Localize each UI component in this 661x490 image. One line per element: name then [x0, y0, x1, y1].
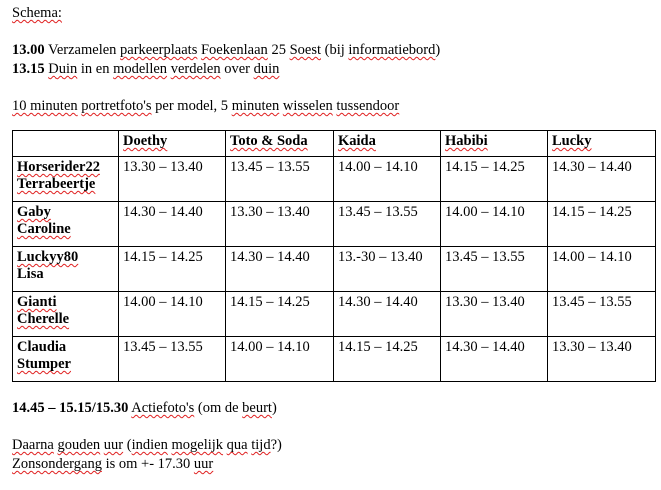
participant-name: Gianti	[17, 294, 57, 310]
gather-time: 13.00	[12, 42, 45, 58]
info-word: wisselen	[282, 98, 333, 114]
slot-cell: 14.30 – 14.40	[226, 247, 334, 292]
gather-text: )	[435, 42, 441, 58]
slot-cell: 14.30 – 14.40	[334, 292, 441, 337]
info-word: 10 minuten	[12, 98, 78, 114]
slot-cell: 14.15 – 14.25	[226, 292, 334, 337]
slot-cell: 14.00 – 14.10	[441, 202, 548, 247]
table-row	[13, 292, 656, 337]
header-cell	[441, 131, 548, 157]
participant-name: Horserider22	[17, 159, 100, 175]
dunes-word: duin	[253, 61, 280, 77]
info-text: per model, 5	[151, 98, 232, 114]
table-row	[13, 337, 656, 382]
slot-cell: 13.30 – 13.40	[441, 292, 548, 337]
heading-text: Schema:	[12, 5, 62, 21]
dunes-text: over	[220, 61, 254, 77]
slot-cell: 13.30 – 13.40	[119, 157, 226, 202]
slot-cell: 13.45 – 13.55	[548, 292, 656, 337]
header-label: Habibi	[445, 133, 488, 149]
participant-name: Stumper	[17, 356, 71, 372]
participant-cell	[13, 202, 119, 247]
table-row	[13, 202, 656, 247]
participant-cell	[13, 157, 119, 202]
participant-name: Claudia	[17, 339, 67, 355]
slot-cell: 13.45 – 13.55	[334, 202, 441, 247]
slot-cell: 14.15 – 14.25	[119, 247, 226, 292]
gather-text: Verzamelen	[44, 42, 121, 58]
gather-word: Soest	[289, 42, 321, 58]
info-line	[12, 97, 399, 115]
slot-cell: 13.30 – 13.40	[548, 337, 656, 382]
sunset-line	[12, 455, 213, 473]
table-row	[13, 247, 656, 292]
header-label: Lucky	[552, 133, 592, 149]
participant-name: Cherelle	[17, 311, 70, 327]
gather-text: 25	[267, 42, 290, 58]
slot-cell: 14.30 – 14.40	[441, 337, 548, 382]
sunset-text: is om +- 17.30	[101, 456, 194, 472]
golden-word: gouden	[57, 437, 101, 453]
info-word: minuten	[231, 98, 280, 114]
schedule-table	[12, 130, 656, 382]
golden-word: indien	[131, 437, 168, 453]
action-word: beurt	[242, 400, 272, 416]
info-word: tussendoor	[336, 98, 400, 114]
action-word: Actiefoto's	[131, 400, 195, 416]
gather-word: Foekenlaan	[200, 42, 268, 58]
dunes-text: in en	[77, 61, 114, 77]
golden-word: mogelijk	[171, 437, 224, 453]
sunset-word: Zonsondergang	[12, 456, 102, 472]
slot-cell: 13.45 – 13.55	[119, 337, 226, 382]
golden-line	[12, 436, 282, 454]
slot-cell: 14.00 – 14.10	[548, 247, 656, 292]
gather-word: informatiebord	[348, 42, 436, 58]
action-time: 14.45 – 15.15/15.30	[12, 400, 129, 416]
gather-word: parkeerplaats	[120, 42, 198, 58]
slot-cell: 13.30 – 13.40	[226, 202, 334, 247]
golden-text: (	[123, 437, 132, 453]
slot-cell: 14.15 – 14.25	[548, 202, 656, 247]
slot-cell: 13.-30 – 13.40	[334, 247, 441, 292]
header-label: Doethy	[123, 133, 168, 149]
golden-word: qua	[226, 437, 248, 453]
sunset-word: uur	[193, 456, 214, 472]
slot-cell: 14.30 – 14.40	[119, 202, 226, 247]
participant-name: Terrabeertje	[17, 176, 96, 192]
participant-name: Luckyy80	[17, 249, 79, 265]
slot-cell: 14.30 – 14.40	[548, 157, 656, 202]
action-text: (om de	[194, 400, 243, 416]
participant-name: Gaby	[17, 204, 51, 220]
header-cell	[119, 131, 226, 157]
dunes-word: Duin	[48, 61, 78, 77]
golden-text: ?)	[270, 437, 282, 453]
golden-word: tijd	[251, 437, 271, 453]
golden-word: Daarna	[12, 437, 54, 453]
gather-line	[12, 41, 440, 59]
slot-cell: 13.45 – 13.55	[441, 247, 548, 292]
slot-cell: 14.00 – 14.10	[119, 292, 226, 337]
participant-cell	[13, 337, 119, 382]
info-word: portretfoto's	[81, 98, 152, 114]
dunes-word: modellen	[113, 61, 168, 77]
slot-cell: 14.00 – 14.10	[334, 157, 441, 202]
dunes-time: 13.15	[12, 61, 45, 77]
header-cell	[334, 131, 441, 157]
dunes-line	[12, 60, 279, 78]
header-cell	[548, 131, 656, 157]
table-row	[13, 157, 656, 202]
dunes-word: verdelen	[170, 61, 221, 77]
action-text: )	[271, 400, 277, 416]
schema-heading	[12, 4, 62, 22]
participant-cell	[13, 292, 119, 337]
header-label: Toto & Soda	[230, 133, 308, 149]
slot-cell: 14.00 – 14.10	[226, 337, 334, 382]
action-line	[12, 399, 277, 417]
participant-name: Caroline	[17, 221, 71, 237]
slot-cell: 13.45 – 13.55	[226, 157, 334, 202]
header-cell-empty	[13, 131, 119, 157]
participant-cell	[13, 247, 119, 292]
participant-name: Lisa	[17, 266, 44, 282]
golden-word: uur	[103, 437, 124, 453]
header-label: Kaida	[338, 133, 376, 149]
header-cell	[226, 131, 334, 157]
gather-text: (bij	[320, 42, 349, 58]
table-header-row	[13, 131, 656, 157]
slot-cell: 14.15 – 14.25	[441, 157, 548, 202]
slot-cell: 14.15 – 14.25	[334, 337, 441, 382]
